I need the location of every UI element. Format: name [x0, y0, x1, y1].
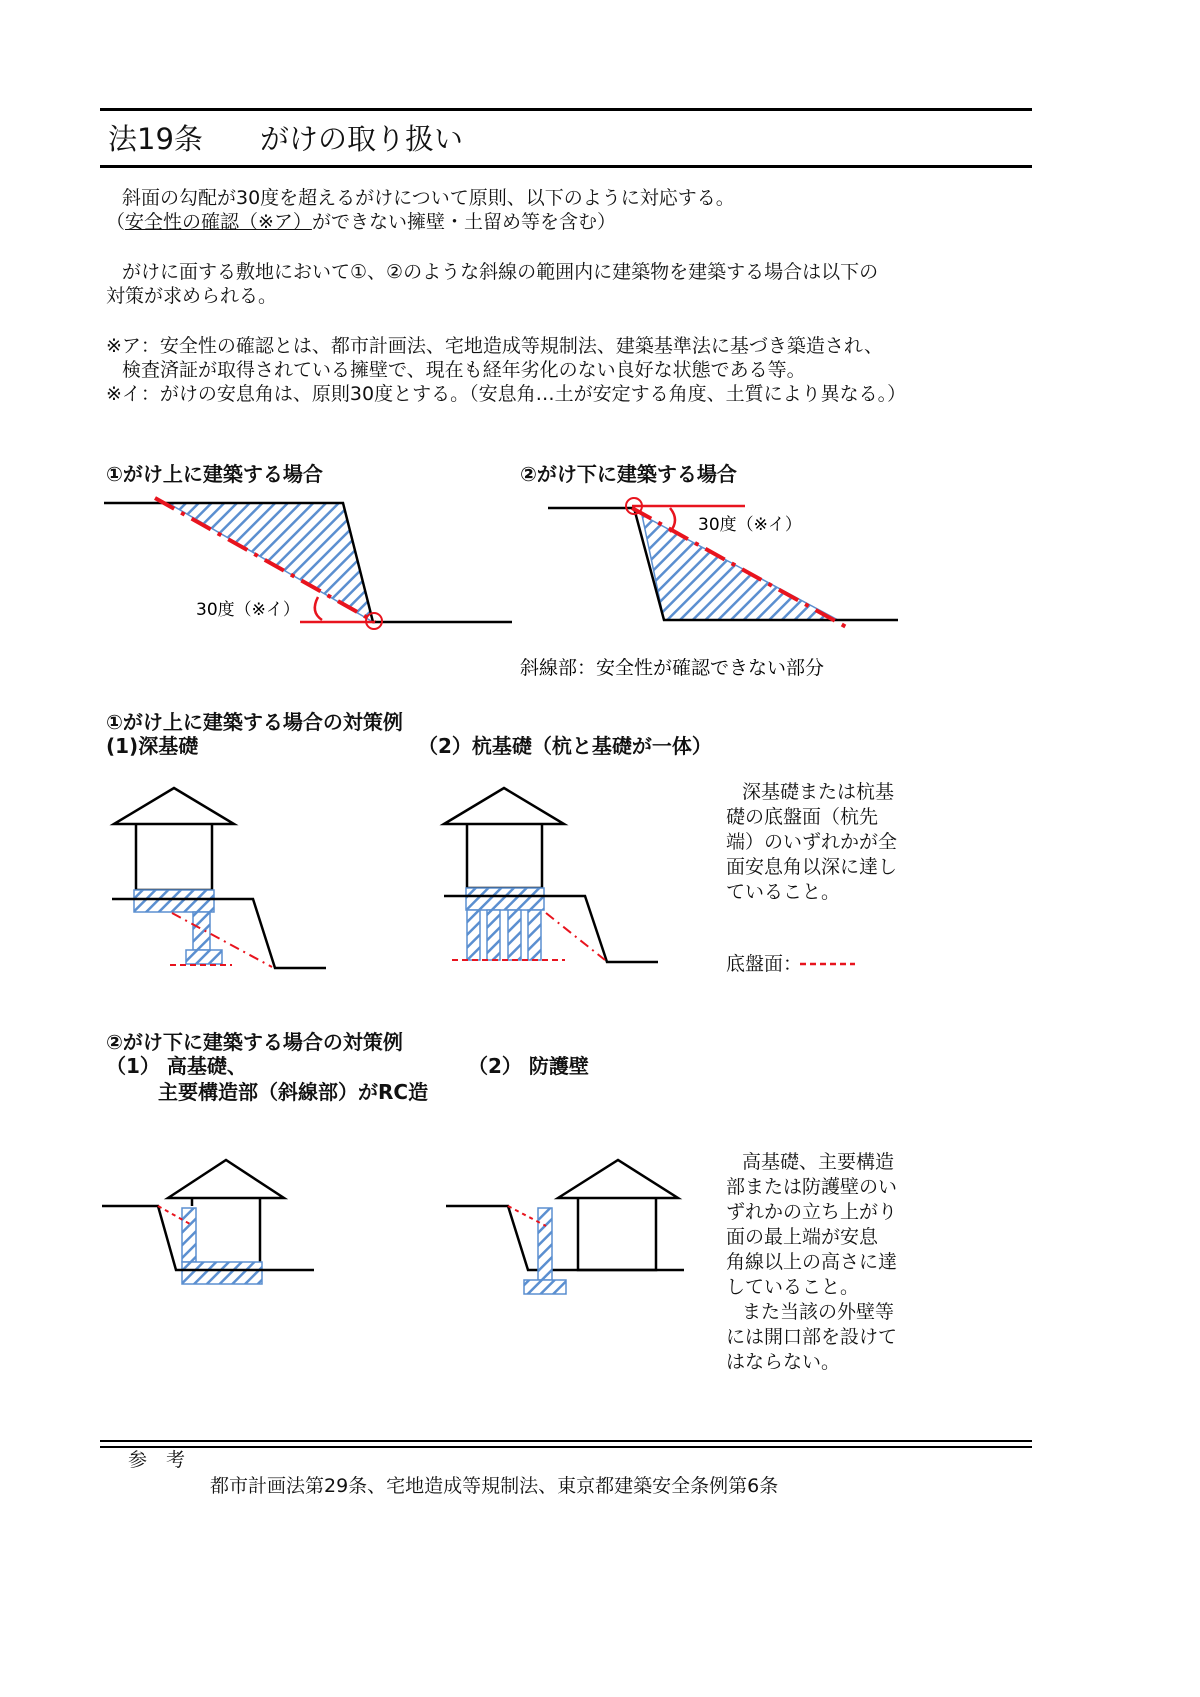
article-number: 法19条: [108, 122, 203, 156]
intro-paragraph-3-line1: がけに面する敷地において①、②のような斜線の範囲内に建築物を建築する場合は以下の: [122, 261, 879, 283]
house-walls: [136, 824, 212, 890]
protective-wall-diagram: [446, 1160, 684, 1294]
reference-divider: [100, 1440, 1032, 1448]
pile: [467, 910, 480, 960]
house-walls: [467, 824, 542, 888]
measures-above-heading: ①がけ上に建築する場合の対策例: [106, 710, 403, 734]
house-roof: [168, 1160, 284, 1198]
base-plane-legend-label: 底盤面：: [726, 953, 803, 975]
rc-slab: [182, 1262, 262, 1284]
intro-paragraph-2: （安全性の確認（※ア）ができない擁壁・土留め等を含む）: [106, 211, 616, 233]
intro-paragraph-1: 斜面の勾配が30度を超えるがけについて原則、以下のように対応する。: [122, 187, 735, 209]
deep-foundation-footing: [186, 950, 222, 964]
pile-foundation-diagram: [444, 788, 658, 962]
hatch-caption: 斜線部：安全性が確認できない部分: [520, 657, 825, 679]
house-walls: [578, 1198, 656, 1270]
high-foundation-label: （1） 高基礎、: [106, 1054, 247, 1078]
protective-wall-label: （2） 防護壁: [468, 1054, 589, 1078]
angle-arc: [315, 597, 322, 620]
pile: [508, 910, 521, 960]
deep-foundation-label: (1)深基礎: [106, 734, 199, 758]
angle-label-above: 30度（※イ）: [196, 600, 300, 620]
safety-check-link-text: 安全性の確認（※ア）: [125, 211, 312, 233]
repose-angle-line: [546, 913, 605, 960]
measures-above-description: 深基礎または杭基 礎の底盤面（杭先 端）のいずれかが全 面安息角以深に達し ていること。: [726, 781, 898, 903]
pile: [528, 910, 541, 960]
diagram-above-cliff: [104, 498, 512, 629]
reference-text: 都市計画法第29条、宅地造成等規制法、東京都建築安全条例第6条: [210, 1475, 779, 1497]
high-foundation-label-line2: 主要構造部（斜線部）がRC造: [158, 1080, 429, 1104]
angle-label-below: 30度（※イ）: [698, 515, 802, 535]
deep-foundation-column: [193, 912, 210, 950]
deep-foundation-diagram: [112, 788, 326, 968]
above-cliff-heading: ①がけ上に建築する場合: [106, 462, 323, 486]
protective-wall: [538, 1208, 552, 1280]
house-roof: [444, 788, 564, 824]
intro-paragraph-3-line2: 対策が求められる。: [106, 285, 278, 307]
note-i: ※イ：がけの安息角は、原則30度とする。（安息角…土が安定する角度、土質により異なる。）: [106, 383, 907, 405]
pile-foundation-label: （2）杭基礎（杭と基礎が一体）: [418, 734, 712, 758]
measures-below-heading: ②がけ下に建築する場合の対策例: [106, 1030, 403, 1054]
note-a-line2: 検査済証が取得されている擁壁で、現在も経年劣化のない良好な状態である等。: [122, 359, 806, 381]
cliff-profile: [446, 1206, 684, 1270]
cliff-profile: [102, 1206, 314, 1270]
foundation-slab: [134, 890, 214, 912]
foundation-slab: [466, 888, 544, 910]
note-a-line1: ※ア：安全性の確認とは、都市計画法、宅地造成等規制法、建築基準法に基づき築造され、: [106, 335, 884, 357]
below-cliff-heading: ②がけ下に建築する場合: [520, 462, 737, 486]
article-title: がけの取り扱い: [260, 122, 464, 156]
pile: [487, 910, 500, 960]
rc-wall: [182, 1208, 196, 1262]
measures-below-description: 高基礎、主要構造 部または防護壁のい ずれかの立ち上がり 面の最上端が安息 角線以上の高さに達 していること。 また当該の外壁等 には開口部を設けて はならない。: [726, 1151, 898, 1373]
house-roof: [558, 1160, 678, 1198]
house-roof: [114, 788, 234, 824]
high-foundation-diagram: [102, 1160, 314, 1284]
reference-label: 参 考: [128, 1449, 186, 1471]
protective-wall-footing: [524, 1280, 566, 1294]
